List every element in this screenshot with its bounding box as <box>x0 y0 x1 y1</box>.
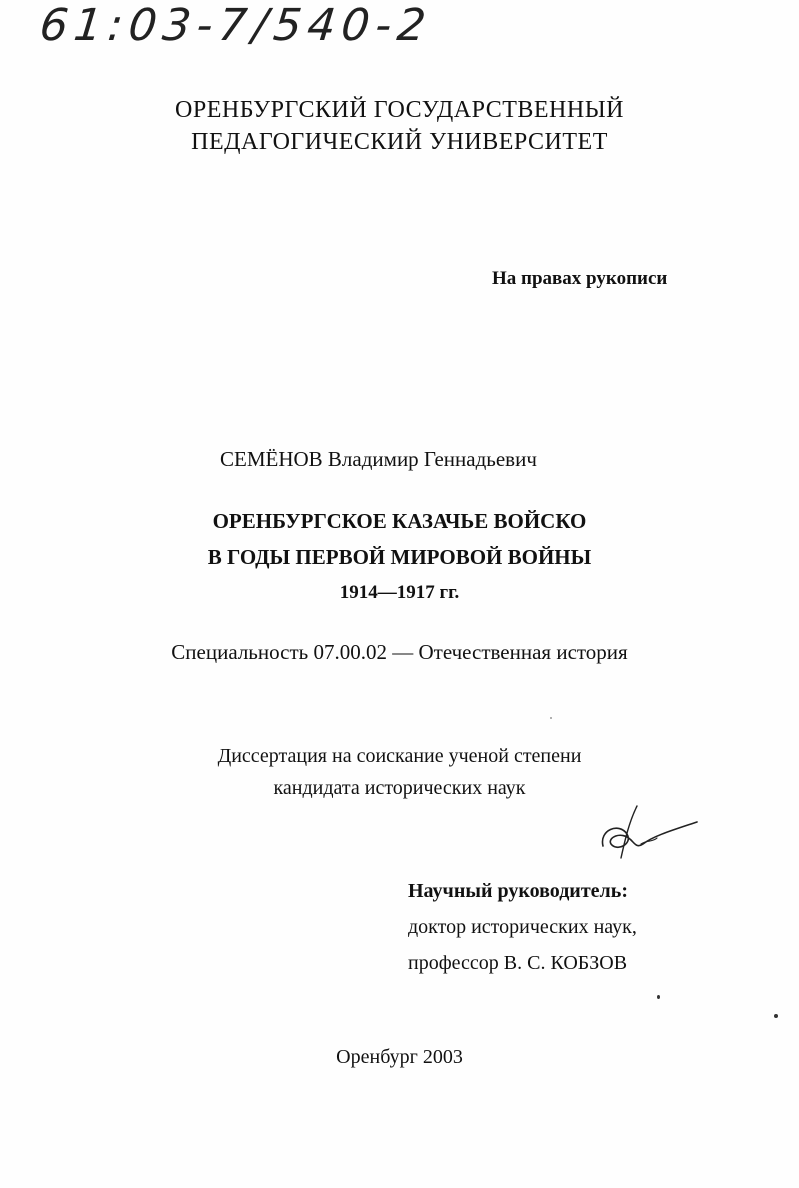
handwritten-signature-icon <box>597 800 707 870</box>
supervisor-degree: доктор исторических наук, <box>408 916 637 938</box>
title-years: 1914—1917 гг. <box>339 582 460 603</box>
handwritten-archive-code: 61:03-7/540-2 <box>37 0 435 51</box>
manuscript-rights-note: На правах рукописи <box>492 268 668 289</box>
scan-speck <box>657 995 660 999</box>
degree-statement <box>0 740 799 804</box>
scan-speck <box>774 1014 778 1018</box>
city-and-year: Оренбург 2003 <box>336 1046 463 1068</box>
university-line-1: ОРЕНБУРГСКИЙ ГОСУДАРСТВЕННЫЙ <box>175 97 624 123</box>
scientific-supervisor <box>408 873 637 981</box>
university-line-2: ПЕДАГОГИЧЕСКИЙ УНИВЕРСИТЕТ <box>191 129 608 155</box>
degree-line-1: Диссертация на соискание ученой степени <box>217 745 582 767</box>
specialty-line: Специальность 07.00.02 — Отечественная история <box>171 640 628 664</box>
dissertation-title <box>0 503 799 611</box>
scan-speck <box>550 717 552 719</box>
title-line-2: В ГОДЫ ПЕРВОЙ МИРОВОЙ ВОЙНЫ <box>207 545 592 569</box>
degree-line-2: кандидата исторических наук <box>273 777 526 799</box>
author-name: СЕМЁНОВ Владимир Геннадьевич <box>220 447 537 471</box>
title-line-1: ОРЕНБУРГСКОЕ КАЗАЧЬЕ ВОЙСКО <box>212 509 587 533</box>
supervisor-name: профессор В. С. КОБЗОВ <box>408 952 628 974</box>
university-name <box>0 94 799 158</box>
supervisor-label: Научный руководитель: <box>408 880 628 902</box>
